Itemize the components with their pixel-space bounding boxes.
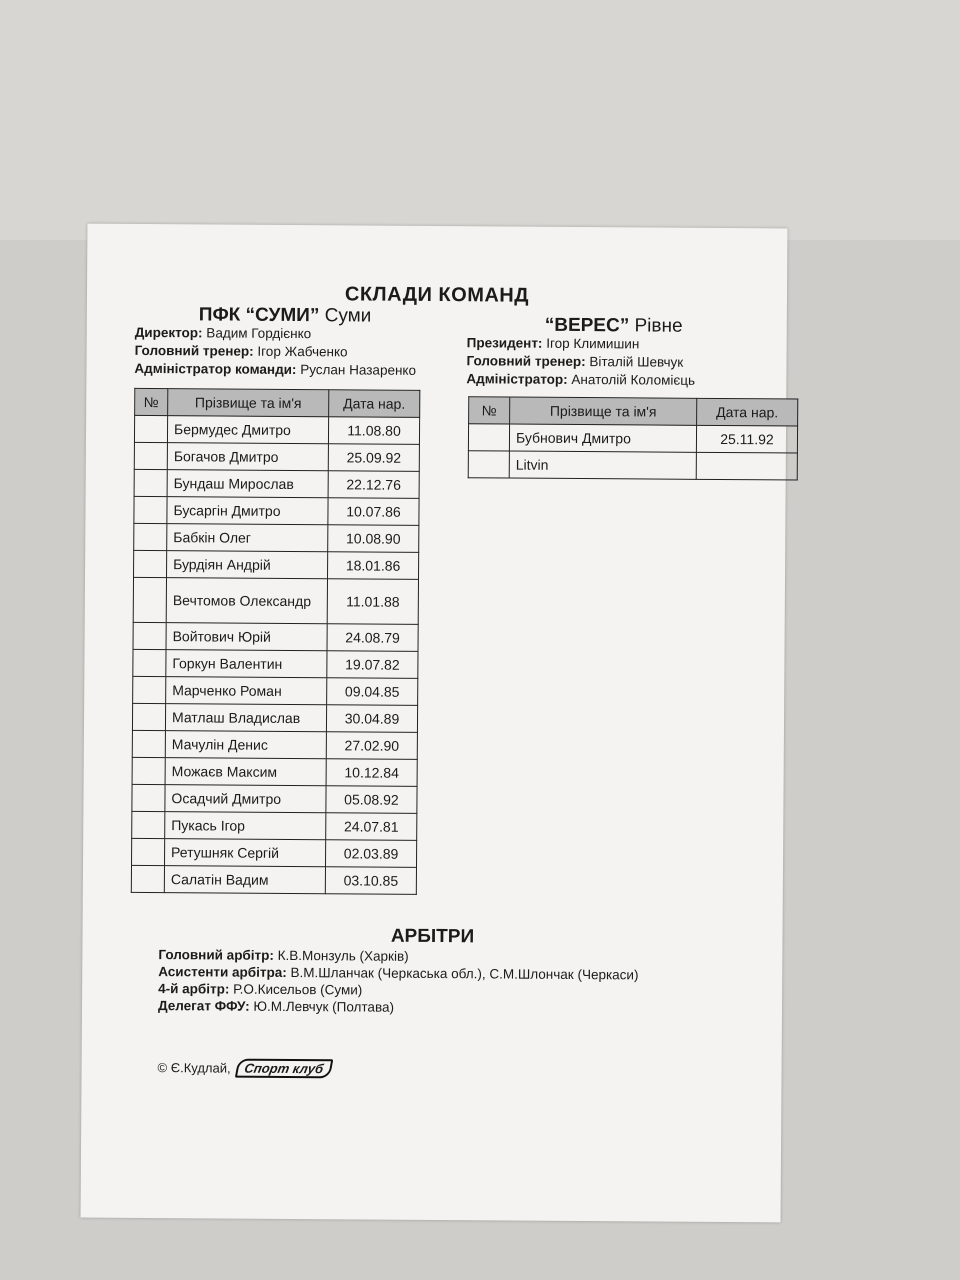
home-roster-body (131, 415, 419, 894)
table-row (131, 838, 416, 867)
player-name: Мачулін Денис (165, 731, 326, 759)
table-row (132, 757, 417, 786)
player-number (134, 415, 167, 442)
home-staff-row (134, 360, 416, 380)
player-dob: 24.08.79 (327, 624, 418, 652)
player-name: Можаєв Максим (165, 758, 326, 786)
staff-name: Ігор Жабченко (257, 343, 348, 360)
staff-name: Вадим Гордієнко (206, 325, 312, 342)
player-number (468, 424, 509, 451)
away-staff-row (466, 370, 695, 390)
col-name: Прізвище та ім'я (510, 397, 697, 425)
player-number (134, 496, 167, 523)
player-dob (696, 452, 797, 480)
referee-name: К.В.Монзуль (Харків) (277, 947, 409, 964)
player-name: Горкун Валентин (166, 650, 327, 678)
referee-name: Р.О.Кисельов (Суми) (233, 981, 363, 998)
player-dob: 05.08.92 (326, 786, 417, 814)
home-team-name: ПФК “СУМИ” (198, 304, 320, 327)
player-dob: 19.07.82 (327, 651, 418, 679)
table-row (132, 703, 417, 732)
table-row (132, 784, 417, 813)
col-number: № (135, 388, 168, 415)
referee-role: Головний арбітр: (158, 947, 274, 963)
table-row (133, 577, 418, 624)
player-name: Litvin (509, 451, 696, 479)
staff-role: Президент: (466, 335, 543, 351)
table-row (134, 523, 419, 552)
player-dob: 25.11.92 (696, 425, 797, 453)
player-name: Бермудес Дмитро (167, 416, 328, 444)
player-number (134, 550, 167, 577)
player-name: Осадчий Дмитро (165, 785, 326, 813)
player-name: Марченко Роман (166, 677, 327, 705)
player-number (134, 469, 167, 496)
player-name: Бусаргін Дмитро (167, 497, 328, 525)
player-dob: 10.08.90 (328, 525, 419, 553)
staff-role: Адміністратор команди: (134, 360, 297, 378)
referee-role: Асистенти арбітра: (158, 964, 287, 980)
copyright-text: © Є.Кудлай, (157, 1060, 231, 1076)
staff-role: Головний тренер: (466, 353, 586, 370)
staff-role: Адміністратор: (466, 371, 568, 387)
home-staff-row (135, 324, 417, 344)
footer (158, 1058, 332, 1078)
player-name: Богачов Дмитро (167, 443, 328, 471)
table-row (134, 469, 419, 498)
away-roster-body (468, 424, 797, 480)
staff-name: Руслан Назаренко (300, 362, 417, 378)
player-name: Ретушняк Сергій (164, 839, 325, 867)
player-number (131, 865, 164, 892)
table-row (134, 442, 419, 471)
player-number (132, 811, 165, 838)
player-dob: 30.04.89 (326, 705, 417, 733)
background (0, 0, 960, 240)
player-name: Матлаш Владислав (165, 704, 326, 732)
player-number (132, 784, 165, 811)
col-name: Прізвище та ім'я (168, 389, 329, 417)
player-number (133, 649, 166, 676)
page-title: СКЛАДИ КОМАНД (344, 283, 530, 307)
col-number: № (469, 397, 510, 424)
player-dob: 11.01.88 (327, 579, 418, 625)
staff-name: Ігор Климишин (546, 335, 640, 352)
player-dob: 09.04.85 (327, 678, 418, 706)
col-dob: Дата нар. (329, 390, 420, 418)
staff-name: Віталій Шевчук (589, 354, 684, 370)
table-header-row (135, 388, 420, 417)
player-number (134, 442, 167, 469)
player-dob: 02.03.89 (325, 840, 416, 868)
table-row (132, 730, 417, 759)
away-staff-row (466, 352, 695, 372)
home-team-city: Суми (324, 305, 372, 327)
referee-name: В.М.Шланчак (Черкаська обл.), С.М.Шлончак (Черкаси) (290, 965, 639, 983)
referees-list (158, 946, 639, 1017)
lineup-sheet (81, 224, 788, 1223)
home-staff (134, 324, 416, 380)
table-header-row (469, 397, 798, 426)
staff-name: Анатолій Коломієць (571, 371, 696, 388)
player-name: Войтович Юрій (166, 623, 327, 651)
table-row (133, 622, 418, 651)
player-number (468, 451, 509, 478)
table-row (134, 496, 419, 525)
col-dob: Дата нар. (697, 398, 798, 426)
away-staff-row (467, 334, 696, 354)
player-dob: 03.10.85 (325, 867, 416, 895)
away-team-name: “ВЕРЕС” (544, 314, 630, 337)
player-number (132, 730, 165, 757)
table-row (133, 649, 418, 678)
away-roster-table (468, 396, 799, 480)
player-name: Пукась Ігор (165, 812, 326, 840)
referees-title: АРБІТРИ (390, 925, 475, 948)
sport-club-logo: Спорт клуб (235, 1059, 333, 1079)
player-name: Вечтомов Олександр (166, 578, 327, 624)
player-name: Бабкін Олег (167, 524, 328, 552)
player-dob: 22.12.76 (328, 471, 419, 499)
away-team-city: Рівне (634, 315, 683, 337)
staff-role: Директор: (134, 324, 203, 341)
player-number (131, 838, 164, 865)
home-roster-table (131, 388, 421, 895)
table-row (134, 415, 419, 444)
player-dob: 27.02.90 (326, 732, 417, 760)
player-dob: 18.01.86 (328, 552, 419, 580)
table-row (131, 865, 416, 894)
home-staff-row (135, 342, 417, 362)
player-name: Бурдіян Андрій (167, 551, 328, 579)
player-number (134, 523, 167, 550)
referee-role: Делегат ФФУ: (157, 998, 250, 1014)
player-name: Бундаш Мирослав (167, 470, 328, 498)
table-row (468, 451, 797, 480)
player-dob: 24.07.81 (326, 813, 417, 841)
table-row (133, 676, 418, 705)
player-number (132, 757, 165, 784)
player-dob: 10.07.86 (328, 498, 419, 526)
referee-line (158, 997, 638, 1017)
table-row (132, 811, 417, 840)
table-row (468, 424, 797, 453)
referee-role: 4-й арбітр: (158, 981, 230, 997)
player-name: Бубнович Дмитро (509, 424, 696, 452)
away-staff (466, 334, 695, 390)
player-number (133, 577, 166, 622)
player-dob: 11.08.80 (328, 417, 419, 445)
staff-role: Головний тренер: (134, 342, 254, 359)
table-row (134, 550, 419, 579)
player-number (133, 676, 166, 703)
player-dob: 25.09.92 (328, 444, 419, 472)
player-name: Салатін Вадим (164, 866, 325, 894)
player-dob: 10.12.84 (326, 759, 417, 787)
player-number (132, 703, 165, 730)
referee-name: Ю.М.Левчук (Полтава) (253, 998, 395, 1015)
player-number (133, 622, 166, 649)
